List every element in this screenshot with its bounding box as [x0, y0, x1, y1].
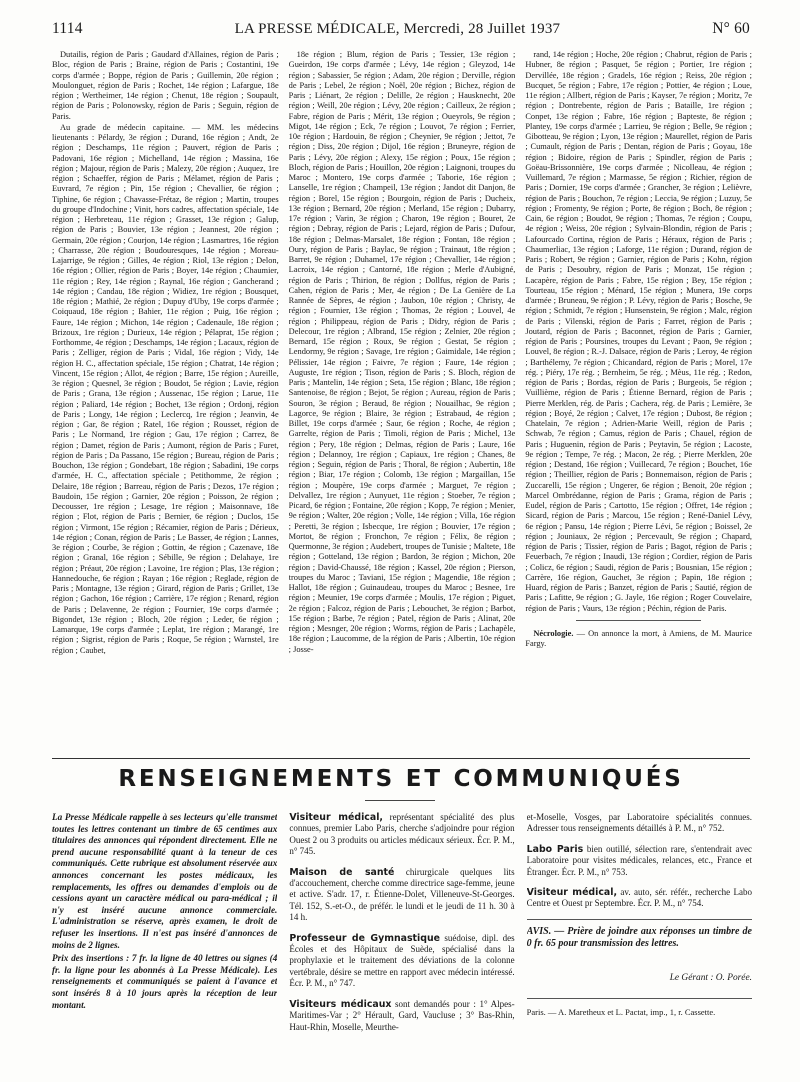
ad-lead: Professeur de Gymnastique	[289, 932, 440, 944]
title-underline	[365, 800, 435, 801]
ad-text: sont demandés pour : 1° Alpes-Maritimes-Var ; 2° Hérault, Gard, Vaucluse ; 3° Bas-Rhin, Haut-Rhin, Moselle, Meurthe-	[289, 998, 515, 1032]
ad-lead: Visiteur médical,	[526, 887, 618, 899]
ads-column-3	[527, 812, 752, 1062]
classified-ad	[289, 812, 514, 858]
ad-lead: Maison de santé	[289, 866, 395, 878]
divider	[527, 919, 752, 920]
journal-title: LA PRESSE MÉDICALE, Mercredi, 28 Juillet 1937	[234, 21, 561, 37]
necrologie-text: — On annonce la mort, à Amiens, de M. Maurice Fargy.	[525, 628, 753, 648]
classified-ad	[289, 999, 514, 1033]
necrologie-label: Nécrologie.	[533, 628, 574, 638]
issue-number: N° 60	[712, 20, 750, 37]
notice-text: La Presse Médicale rappelle à ses lecteurs qu'elle transmet toutes les lettres contenant un timbre de 65 centimes aux titulaires des annonces qui répondent directement. Elle ne prend aucune responsabilité quant à la teneur de ces communiqués. Cette rubrique est absolument réservée aux annonces concernant les postes médicaux, les remplacements, les offres ou demandes d'emplois ou de cessions ayant un caractère médical ou para-médical ; il n'y est inséré aucune annonce commerciale. L'administration se réserve, après examen, le droit de refuser les insertions. Il n'est pas inséré d'annonces de moins de 2 lignes.	[52, 812, 278, 950]
column-3	[525, 50, 752, 756]
paragraph: rand, 14e région ; Hoche, 20e région ; Chabrut, région de Paris ; Hubner, 8e région ; Pasquet, 5e région ; Portier, 1re région ; Dervillée, 18e région ; Gradels, 16e région ; Reiss, 20e région ; Bucquet, 5e région ; Fabre, 17e région ; Pottier, 4e région ; Loue, 11e région ; Allbert, région de Paris ; Kayser, 7e région ; Moritz, 7e région ; Dontrebente, région de Paris ; Bataille, 1re région ; Conpet, 13e région ; Fabre, 16e région ; Bapteste, 8e région ; Plantey, 19e corps d'armée ; Larrieu, 9e région ; Belle, 9e région ; Gibotteau, 9e région ; Lyon, 13e région ; Maurellet, région de Paris ; Cumault, région de Paris ; Dentan, région de Paris ; Goyau, 18e région ; Bidoire, région de Paris ; Spindler, région de Paris ; Goëau-Brissonnière, 19e corps d'armée ; Nicolleau, 4e région ; Vuillemard, 7e région ; Marmasse, 5e région ; Richier, région de Paris ; Dornier, 19e corps d'armée ; Grancher, 3e région ; Lelièvre, région de Paris ; Bouchon, 7e région ; Leccia, 9e région ; Luzuy, 5e région ; Fromenty, 9e région ; Porte, 8e région ; Boch, 8e région ; Cain, 6e région ; Boudot, 9e région ; Thomas, 7e région ; Coupu, 4e région ; Weiss, 20e région ; Sylvain-Blondin, région de Paris ; Lafourcado Cortina, région de Paris ; Héraux, région de Paris ; Chaumerliac, 13e région ; Laforge, 11e région ; Durand, région de Paris ; Robert, 9e région ; Garnier, région de Paris ; Kohn, région de Paris ; Desoubry, région de Paris ; Monzat, 15e région ; Lacapère, région de Paris ; Fabre, 15e région ; Bey, 15e région ; Tourteau, 15e région ; Ménard, 15e région ; Munera, 19e corps d'armée ; Bruneau, 9e région ; P. Lévy, région de Paris ; Bosche, 9e région ; Schmidt, 7e région ; Hunsenstein, 9e région ; Malc, région de Paris ; Vilenski, région de Paris ; Farret, région de Paris ; Joutard, région de Paris ; Baconnet, région de Paris ; Garnier, région de Paris ; Poursines, troupes du Levant ; Paon, 9e région ; Louvel, 8e région ; R.-J. Dalsace, région de Paris ; Leroy, 4e région ; Barthélemy, 7e région ; Chicandard, région de Paris ; Morel, 17e rég. ; Piéry, 17e rég. ; Bernheim, 5e rég. ; Mèus, 11e rég. ; Redon, région de Paris ; Bordas, région de Paris ; Burgeois, 5e région ; Vuillième, région de Paris ; Étienne Bernard, région de Paris ; Pierre Merklen, rég. de Paris ; Cachera, rég. de Paris ; Lemière, 3e région ; Boyé, 2e région ; Calvet, 17e région ; Dubost, 8e région ; Chatelain, 7e région ; Adrien-Marie Weill, région de Paris ; Schwab, 7e région ; Camus, région de Paris ; Chauel, région de Paris ; Huguenin, région de Paris ; Peytavin, 5e région ; Lacoste, 9e région ; Tempe, 7e rég. ; Macon, 2e rég. ; Pierre Merklen, 20e région ; Destand, 16e région ; Vuillecard, 7e région ; Bouchet, 16e région ; Theillier, région de Paris ; Bonnemaison, région de Paris ; Zuccarelli, 15e région ; Ungerer, 6e région ; Benoit, 20e région ; Marcel Ombrédanne, région de Paris ; Grama, région de Paris ; Eudel, région de Paris ; Cartotto, 15e région ; Offret, 14e région ; Sicard, région de Paris ; Marcou, 15e région ; René-Daniel Lévy, 6e région ; Pansu, 14e région ; Pierre Lévi, 5e région ; Boissel, 2e région ; Jouniaux, 2e région ; Percevault, 9e région ; Chapard, région de Paris ; Tissier, région de Paris ; Bagot, région de Paris ; Feuerbach, 7e région ; Inaudi, 13e région ; Cordier, région de Paris ; Colicz, 6e région ; Saudi, région de Paris ; Bousnian, 15e région ; Carrère, 16e région, Gauchet, 3e région ; Papin, 18e région ; Huard, région de Paris ; Banzet, région de Paris ; Sautié, région de Paris ; Lafitte, 9e région ; G. Jayle, 16e région ; Roger Couvelaire, région de Paris ; Vaurs, 13e région ; Péchin, région de Paris.	[525, 50, 753, 613]
classified-ad	[527, 812, 752, 835]
printer-line: Paris. — A. Maretheux et L. Pactat, imp., 1, r. Cassette.	[527, 998, 752, 1018]
necrologie-block	[525, 620, 752, 650]
page-number: 1114	[52, 20, 83, 37]
classified-ad	[527, 887, 752, 910]
classified-ad	[527, 844, 752, 878]
ad-lead: Visiteurs médicaux	[289, 998, 392, 1010]
column-1	[52, 50, 279, 756]
ads-column-2	[289, 812, 514, 1062]
avis-notice: AVIS. — Prière de joindre aux réponses un timbre de 0 fr. 65 pour transmission des lettres.	[526, 925, 752, 950]
notice-price: Prix des insertions : 7 fr. la ligne de 40 lettres ou signes (4 fr. la ligne pour les abonnés à La Presse Médicale). Les renseignements et communiqués se paient à l'avance et sont insérés 8 à 10 jours après la réception de leur montant.	[52, 953, 278, 1010]
ad-text: suédoise, dipl. des Écoles et des Hôpitaux de Suède, spécialisé dans la prophylaxie et le traitement des déviations de la colonne vertébrale, désire se mettre en rapport avec médecin intéressé. Écr. P. M., n° 747.	[289, 932, 515, 989]
column-2	[289, 50, 516, 756]
ad-text: av. auto, sér. référ., recherche Labo Centre et Ouest pr Septembre. Écr. P. M., n° 754.	[526, 887, 752, 909]
gerant-signature: Le Gérant : O. Porée.	[669, 972, 752, 983]
promotions-columns	[52, 50, 752, 756]
necrologie	[525, 629, 752, 650]
section-title: RENSEIGNEMENTS ET COMMUNIQUÉS	[118, 766, 684, 792]
classifieds-columns	[52, 812, 752, 1062]
notice-column	[52, 812, 277, 1062]
ad-text: chirurgicale quelques lits d'accouchement, cherche comme directrice sage-femme, jeune et active. S'adr. 17, r. Étienne-Dolet, Villeneuve-St-Georges. Tél. 152, S.-et-O., de préfér. le lundi et le jeudi de 11 h. 30 à 14 h.	[289, 866, 515, 923]
classified-ad	[289, 867, 514, 924]
ad-text: bien outillé, sélection rare, s'entendrait avec Laboratoire pour visites médicales, relances, etc., France et Étranger. Écr. P. M., n° 753.	[526, 843, 752, 877]
ad-text: représentant spécialité des plus connues, premier Labo Paris, cherche s'adjoindre pour région Ouest 2 ou 3 produits ou articles médicaux sérieux. Écr. P. M., n° 745.	[289, 812, 515, 857]
ad-lead: Labo Paris	[526, 843, 584, 855]
classified-ad	[289, 933, 514, 990]
divider	[576, 620, 701, 621]
page-header	[52, 20, 750, 42]
paragraph: Dutailis, région de Paris ; Gaudard d'Allaines, région de Paris ; Bloc, région de Paris ; Braine, région de Paris ; Costantini, 19e corps d'armée ; Boppe, région de Paris ; Guillemin, 20e région ; Moulonguet, région de Paris ; Rochet, 14e région ; Lafargue, 18e région ; Wertheimer, 14e région ; Chenut, 18e région ; Soupault, région de Paris ; Polonowsky, région de Paris ; Seguin, région de Paris.	[52, 50, 279, 121]
paragraph: 18e région ; Blum, région de Paris ; Tessier, 13e région ; Gueirdon, 19e corps d'armée ; Lévy, 14e région ; Gleyzod, 14e région ; Sabassier, 5e région ; Adam, 20e région ; Derville, région de Paris ; Lebel, 2e région ; Noël, 20e région ; Bichez, région de Paris ; Liénart, 2e région ; Delille, 2e région ; Hausknecht, 20e région ; Weill, 20e région ; Lévy, 20e région ; Cailleux, 2e région ; Fabre, région de Paris ; Mérit, 13e région ; Oueyrols, 9e région ; Migot, 14e région ; Eck, 7e région ; Louvot, 7e région ; Ferrier, 10e région ; Hardouin, 8e région ; Cheynier, 9e région ; Jettot, 7e région ; Diss, 20e région ; Dijol, 16e région ; Bruneyre, région de Paris ; Lévy, 20e région ; Alexy, 15e région ; Poux, 15e région ; Bloch, région de Paris ; Houillon, 20e région ; Laignoni, troupes du Maroc ; Montero, 19e corps d'armée ; Taborie, 16e région ; Lanselle, 1re région ; Champeil, 13e région ; Jandot dit Danjon, 8e région ; Borel, 15e région ; Bourgoin, région de Paris ; Ducheix, 13e région ; Bernard, 20e région ; Merland, 15e région ; Dubarry, 17e région ; Varin, 3e région ; Charon, 19e région ; Bouret, 2e région ; Debray, région de Paris ; Lejard, région de Paris ; Dufour, 18e région ; Delmas-Marsalet, 18e région ; Fontan, 18e région ; Oury, région de Paris ; Baylac, 9e région ; Trainaut, 18e région ; Barret, 9e région ; Duhamel, 17e région ; Chevallier, 14e région ; Lacroix, 14e région ; Cantorné, 18e région ; Merle d'Aubigné, région de Paris ; Thirion, 8e région ; Dollfus, région de Paris ; Cahen, région de Paris ; Mer, 4e région ; De La Genière de La Rannée de Sèpres, 4e région ; Jaubon, 10e région ; Christy, 4e région ; Fournier, 13e région ; Thomas, 2e région ; Louvel, 4e région ; Philippeau, région de Paris ; Didry, région de Paris ; Delecour, 1re région ; Albrand, 15e région ; Zelnier, 20e région ; Bernard, 15e région ; Roux, 9e région ; Gestat, 5e région ; Lendormy, 9e région ; Savage, 1re région ; Gaimidale, 14e région ; Pélissier, 14e région ; Faivre, 7e région ; Faure, 14e région ; Auguste, 1re région ; Tison, région de Paris ; S. Bloch, région de Paris ; Mantelin, 14e région ; Seta, 15e région ; Blanc, 18e région ; Santenoise, 8e région ; Bejot, 5e région ; Aureau, région de Paris ; Souron, 3e région ; Beraud, 8e région ; Nouailhac, 9e région ; Lagorce, 9e région ; Blaire, 3e région ; Estrabaud, 4e région ; Billet, 19e corps d'armée ; Saur, 6e région ; Roche, 4e région ; Garrelte, région de Paris ; Timoli, région de Paris ; Michel, 13e région ; Pery, 18e région ; Delmas, région de Paris ; Laure, 16e région ; Delannoy, 1re région ; Capiaux, 1re région ; Chanes, 8e région ; Seguin, région de Paris ; Thoral, 8e région ; Aubertin, 18e région ; Biar, 17e région ; Colomb, 13e région ; Margaillan, 15e région ; Moupère, 19e corps d'armée ; Marguet, 7e région ; Delvallez, 1re région ; Aunyuet, 11e région ; Stoeber, 7e région ; Picard, 6e région ; Fontaine, 20e région ; Kopp, 7e région ; Menier, 9e région ; Walter, 20e région ; Volle, 14e région ; Villa, 16e région ; Peretti, 3e région ; Isbecque, 1re région ; Bouvier, 17e région ; Mortot, 8e région ; Fronchon, 7e région ; Félix, 8e région ; Quermonne, 3e région ; Audebert, troupes de Tunisie ; Maltete, 18e région ; Gotteland, 13e région ; Bardon, 3e région ; Michon, 20e région ; David-Chaussé, 18e région ; Kassel, 20e région ; Pierson, troupes du Maroc ; Taviani, 15e région ; Magendie, 18e région ; Hallot, 18e région ; Guinaudeau, troupes du Maroc ; Besnee, 1re région ; Meunier, 19e corps d'armée ; Moulis, 17e région ; Piguet, 2e région ; Falcoz, région de Paris ; Lebouchet, 3e région ; Barbot, 15e région ; Barbe, 7e région ; Patel, région de Paris ; Alinat, 20e région ; Mesnger, 20e région ; Worms, région de Paris ; Lachapèle, 18e région ; Laucomme, de la région de Paris ; Albertin, 10e région ; Josse-	[288, 50, 516, 654]
section-divider	[52, 758, 750, 759]
paragraph: Au grade de médecin capitaine. — MM. les médecins lieutenants : Pélardy, 3e région ; Durand, 16e région ; Andt, 2e région ; Deschamps, 11e région ; Pauvert, région de Paris ; Padovani, 16e région ; Michelland, 14e région ; Massina, 16e région ; Majour, région de Paris ; Malezy, 20e région ; Auquez, 1re région ; Schaeffer, région de Paris ; Mélamet, région de Paris ; Euvrard, 7e région ; Pin, 15e région ; Chevallier, 6e région ; Tiphine, 6e région ; Chavasse-Frétaz, 8e région ; Martin, troupes du groupe d'Indochine ; Vinit, hors cadres, affectation spéciale, 14e région ; Herbreteau, 11e région ; Grasset, 13e région ; Galup, région de Paris ; Bouvier, 13e région ; Jeannest, 20e région ; Germain, 20e région ; Courjon, 14e région ; Lasmartres, 16e région ; Charrasse, 20e région ; Boudouresques, 14e région ; Moreau-Lajarrige, 9e région ; Gilles, 4e région ; Riol, 13e région ; Delon, 16e région ; Ollier, région de Paris ; Boyer, 14e région ; Chaumier, 11e région ; Rey, 14e région ; Raynal, 16e région ; Gancherand ; 14e région ; Candau, 18e région ; Widiez, 1re région ; Bousquet, 18e région ; Mathié, 2e région ; Dupuy d'Uby, 19e corps d'armée ; Coiquaud, 18e région ; Bahier, 11e région ; Puig, 16e région ; Faure, 14e région ; Michon, 14e région ; Cadenaule, 18e région ; Brizoux, 1re région ; Durieux, 14e région ; Pélaprat, 15e région ; Forthomme, 4e région ; Deschamps, 14e région ; Lacaux, région de Paris ; Zelliger, région de Paris ; Vidal, 16e région ; Vidy, 14e région H. C., affectation spéciale, 15e région ; Chatrat, 14e région ; Vincent, 15e région ; Allot, 4e région ; Barre, 15e région ; Aureille, 3e région ; Quesnel, 3e région ; Boudot, 5e région ; Lavie, région de Paris ; Grana, 13e région ; Aussenac, 15e région ; Larue, 11e région ; Paliard, 14e région ; Bochet, 13e région ; Ordonj, région de Paris ; Longy, 14e région ; Leclercq, 1re région ; Jeanvin, 4e région ; Gar, 8e région ; Ratel, 16e région ; Rousset, région de Paris ; Le Normand, 1re région ; Gau, 17e région ; Carrez, 8e région ; Damet, région de Paris ; Aumont, région de Paris ; Furet, région de Paris ; Da Passano, 15e région ; Bureau, région de Paris ; Bouchon, 13e région ; Gondebart, 18e région ; Sabadini, 19e corps d'armée, H. C., affectation spéciale ; Petithomme, 2e région ; Delaire, 18e région ; Barreau, région de Paris ; Dezos, 17e région ; Baudoin, 15e région ; Garnier, 20e région ; Poisson, 2e région ; Decousser, 1re région ; Lesage, 1re région ; Maisonnave, 18e région ; Flot, région de Paris ; Bernier, 6e région ; Duclos, 15e région ; Virmont, 15e région ; Récamier, région de Paris ; Dérieux, 14e région ; Conan, région de Paris ; Le Basser, 4e région ; Lannes, 3e région ; Courbe, 3e région ; Gottin, 4e région ; Cazenave, 18e région ; Granal, 16e région ; Sébille, 9e région ; Delahaye, 1re région ; Préaut, 20e région ; Lavoine, 1re région ; Plas, 13e région ; Hannedouche, 6e région ; Rayan ; 16e région ; Reglade, région de Paris ; Montagne, 13e région ; Girard, région de Paris ; Grillet, 13e région ; Gachon, 16e région ; Carrière, 17e région ; Renard, région de Paris ; Delavenne, 2e région ; Fournier, 19e corps d'armée ; Bigondet, 13e région ; Bloch, 20e région ; Leder, 6e région ; Lamarque, 19e corps d'armée ; Leplat, 1re région ; Marangé, 1re région ; Sigrist, région de Paris ; Roque, 5e région ; Warnstel, 1re région ; Caubet,	[52, 122, 279, 655]
ad-lead: Visiteur médical,	[289, 812, 383, 823]
ad-text: et-Moselle, Vosges, par Laboratoire spécialités connues. Adresser tous renseignements détaillés à P. M., n° 752.	[526, 812, 752, 834]
